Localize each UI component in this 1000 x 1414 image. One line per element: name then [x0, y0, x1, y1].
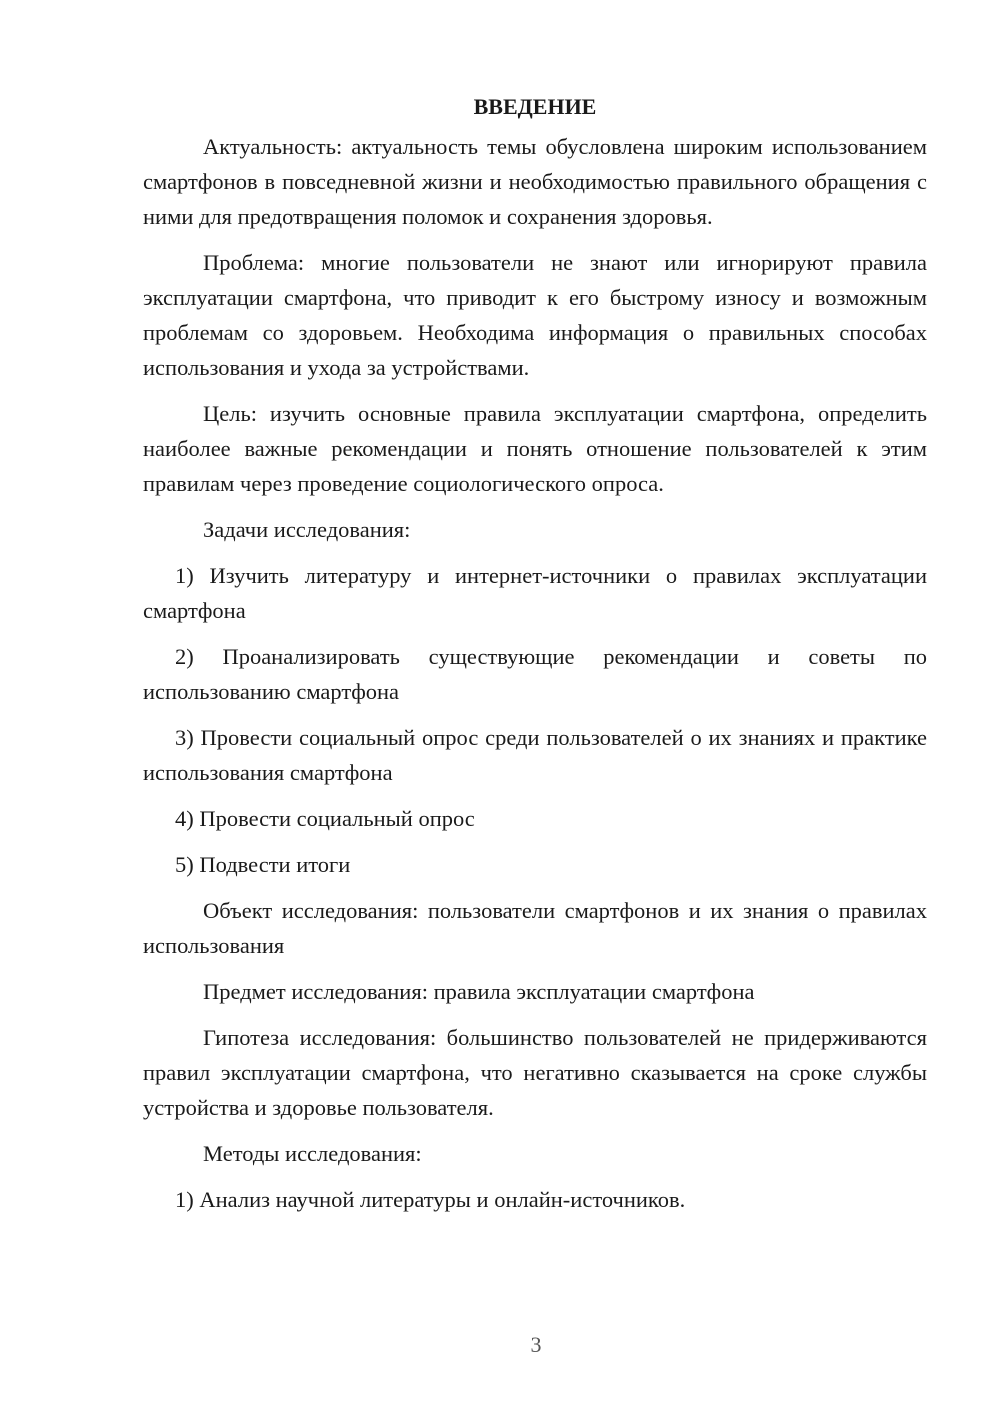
tasks-title: Задачи исследования:	[203, 517, 411, 542]
hypothesis-paragraph: Гипотеза исследования: большинство пользователей не придерживаются правил эксплуатации смартфона, что негативно сказывается на сроке службы устройства и здоровье пользователя.	[143, 1025, 927, 1120]
task-item: 5) Подвести итоги	[175, 852, 351, 877]
task-item: 3) Провести социальный опрос среди пользователей о их знаниях и практике использования смартфона	[143, 725, 927, 785]
methods-title: Методы исследования:	[203, 1141, 422, 1166]
section-heading: ВВЕДЕНИЕ	[473, 94, 597, 119]
relevance-paragraph: Актуальность: актуальность темы обусловлена широким использованием смартфонов в повседневной жизни и необходимостью правильного обращения с ними для предотвращения поломок и сохранения здоровья.	[143, 134, 927, 229]
goal-paragraph: Цель: изучить основные правила эксплуатации смартфона, определить наиболее важные рекомендации и понять отношение пользователей к этим правилам через проведение социологического опроса.	[143, 401, 927, 496]
subject-paragraph: Предмет исследования: правила эксплуатации смартфона	[203, 979, 755, 1004]
problem-paragraph: Проблема: многие пользователи не знают или игнорируют правила эксплуатации смартфона, что приводит к его быстрому износу и возможным проблемам со здоровьем. Необходима информация о правильных способах использования и ухода за устройствами.	[143, 250, 927, 380]
task-item: 4) Провести социальный опрос	[175, 806, 475, 831]
method-item: 1) Анализ научной литературы и онлайн-источников.	[175, 1187, 686, 1212]
object-paragraph: Объект исследования: пользователи смартфонов и их знания о правилах использования	[143, 898, 927, 958]
page-number: 3	[530, 1332, 542, 1357]
document-page	[143, 92, 927, 1228]
task-item: 1) Изучить литературу и интернет-источники о правилах эксплуатации смартфона	[143, 563, 927, 623]
task-item: 2) Проанализировать существующие рекомендации и советы по использованию смартфона	[143, 644, 927, 704]
